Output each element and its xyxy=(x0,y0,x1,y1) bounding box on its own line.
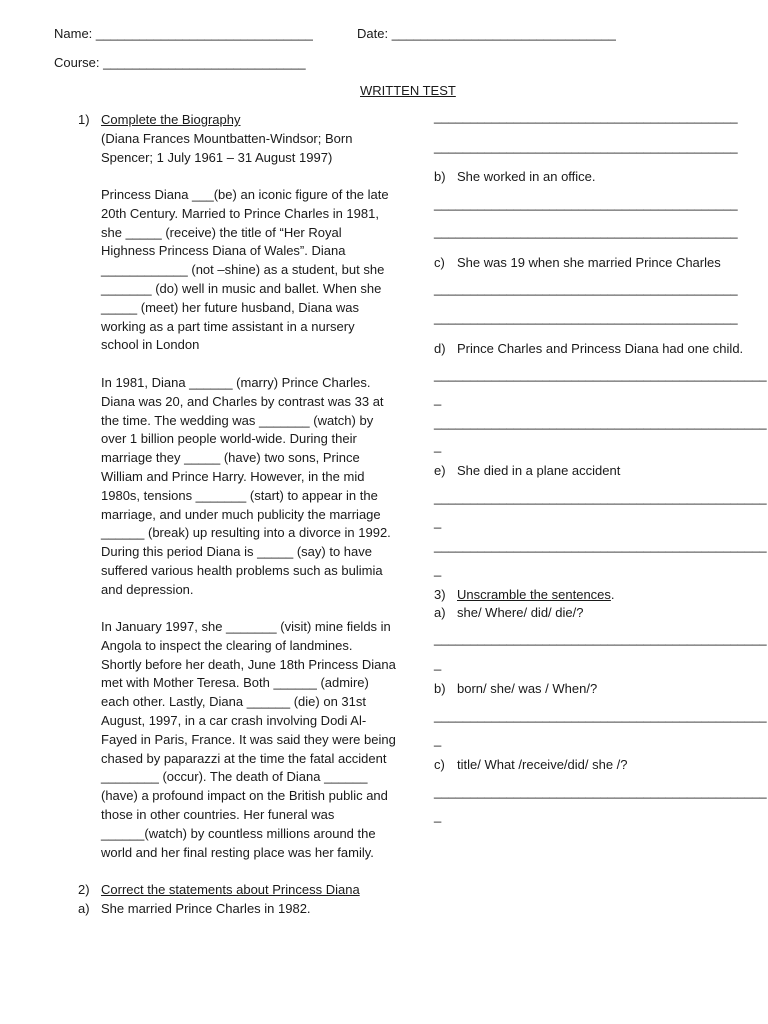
scramble-a-label: a) xyxy=(434,605,446,620)
answer-line-tail: _ xyxy=(434,656,442,671)
statement-a-text: She married Prince Charles in 1982. xyxy=(101,901,311,916)
answer-line: __________________________________________ xyxy=(434,109,738,124)
section1-heading: Complete the Biography xyxy=(101,112,241,127)
statement-b-label: b) xyxy=(434,169,446,184)
statement-e-label: e) xyxy=(434,463,446,478)
section3-heading: Unscramble the sentences xyxy=(457,587,611,602)
statement-c-text: She was 19 when she married Prince Charles xyxy=(457,255,721,270)
date-label: Date: xyxy=(357,26,389,41)
statement-e-text: She died in a plane accident xyxy=(457,463,621,478)
section3-heading-wrap xyxy=(457,587,615,602)
course-label: Course: xyxy=(54,55,100,70)
answer-line-tail: _ xyxy=(434,562,442,577)
course-blank: ____________________________ xyxy=(103,55,306,70)
answer-line: ______________________________________________ xyxy=(434,708,767,723)
date-field xyxy=(357,26,616,41)
section3-heading-dot: . xyxy=(610,587,615,602)
section2-number: 2) xyxy=(78,882,90,897)
answer-line: ______________________________________________ xyxy=(434,490,767,505)
scramble-a-text: she/ Where/ did/ die/? xyxy=(457,605,584,620)
answer-line-tail: _ xyxy=(434,391,442,406)
section1-number: 1) xyxy=(78,112,90,127)
answer-line: __________________________________________ xyxy=(434,310,738,325)
course-field xyxy=(54,55,306,70)
statement-c-label: c) xyxy=(434,255,445,270)
test-title: WRITTEN TEST xyxy=(360,83,456,98)
answer-line: ______________________________________________ xyxy=(434,367,767,382)
answer-line: ______________________________________________ xyxy=(434,784,767,799)
answer-line-tail: _ xyxy=(434,732,442,747)
answer-line-tail: _ xyxy=(434,514,442,529)
biography-paragraph-3: In January 1997, she _______ (visit) mine fields in Angola to inspect the clearing of landmines. Shortly before her death, June 18th Princess Diana met with Mother Teresa. Both ______ (admire) each other. Lastly, Diana ______ (die) on 31st August, 1997, in a car crash involving Dodi Al- Fayed in Paris, France. It was said they were being chased by paparazzi at the time the fatal accident ________ (occur). The death of Diana ______ (have) a profound impact on the British public and those in other countries. Her funeral was ______(watch) by countless millions around the world and her final resting place was her family. xyxy=(101,619,396,860)
answer-line-tail: _ xyxy=(434,808,442,823)
answer-line: __________________________________________ xyxy=(434,196,738,211)
name-blank: ______________________________ xyxy=(95,26,313,41)
answer-line: ______________________________________________ xyxy=(434,538,767,553)
answer-line: ______________________________________________ xyxy=(434,631,767,646)
answer-line: ______________________________________________ xyxy=(434,415,767,430)
biography-intro: (Diana Frances Mountbatten-Windsor; Born Spencer; 1 July 1961 – 31 August 1997) xyxy=(101,131,353,165)
section2-heading: Correct the statements about Princess Diana xyxy=(101,882,360,897)
statement-d-label: d) xyxy=(434,341,446,356)
scramble-c-text: title/ What /receive/did/ she /? xyxy=(457,757,628,772)
section3-number: 3) xyxy=(434,587,446,602)
name-field xyxy=(54,26,313,41)
date-blank: _______________________________ xyxy=(391,26,616,41)
statement-a-label: a) xyxy=(78,901,90,916)
name-label: Name: xyxy=(54,26,93,41)
biography-paragraph-1: Princess Diana ___(be) an iconic figure of the late 20th Century. Married to Prince Charles in 1981, she _____ (receive) the title of “Her Royal Highness Princess Diana of Wales”. Diana ____________ (not –shine) as a student, but she _______ (do) well in music and ballet. When she _____ (meet) her future husband, Diana was working as a part time assistant in a nursery school in London xyxy=(101,187,389,353)
biography-paragraph-2: In 1981, Diana ______ (marry) Prince Charles. Diana was 20, and Charles by contrast was 33 at the time. The wedding was _______ (watch) by over 1 billion people world-wide. During their marriage they _____ (have) two sons, Prince William and Prince Harry. However, in the mid 1980s, tensions _______ (start) to appear in the marriage, and under much publicity the marriage ______ (break) up resulting into a divorce in 1992. During this period Diana is _____ (say) to have suffered various health problems such as bulimia and depression. xyxy=(101,375,391,597)
answer-line: __________________________________________ xyxy=(434,281,738,296)
answer-line-tail: _ xyxy=(434,438,442,453)
answer-line: __________________________________________ xyxy=(434,224,738,239)
scramble-b-text: born/ she/ was / When/? xyxy=(457,681,598,696)
scramble-c-label: c) xyxy=(434,757,445,772)
statement-d-text: Prince Charles and Princess Diana had one child. xyxy=(457,341,744,356)
statement-b-text: She worked in an office. xyxy=(457,169,596,184)
answer-line: __________________________________________ xyxy=(434,139,738,154)
scramble-b-label: b) xyxy=(434,681,446,696)
